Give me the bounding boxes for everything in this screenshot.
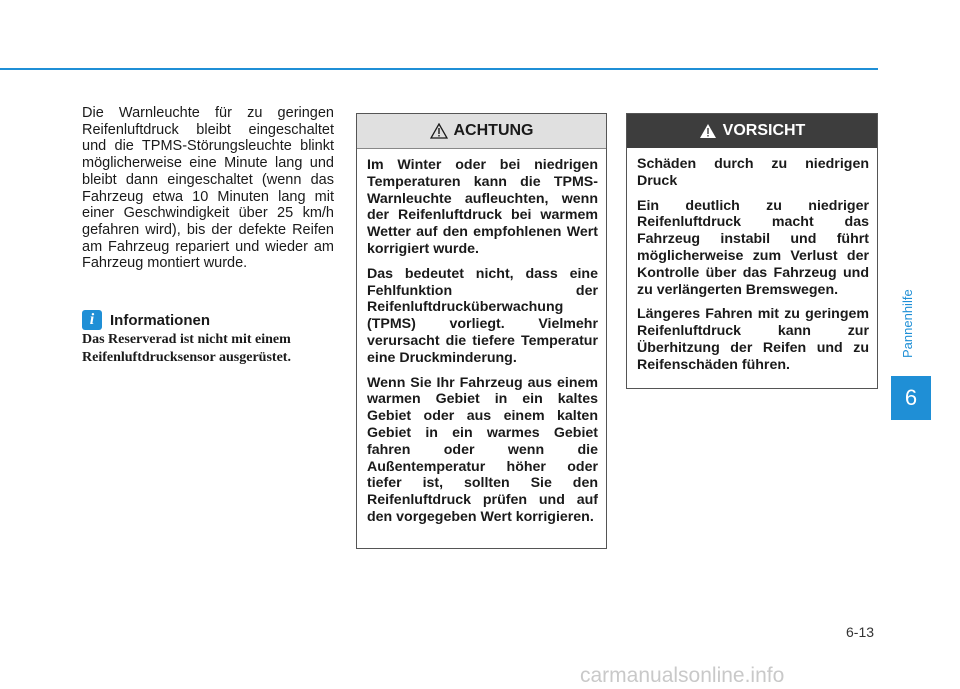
vorsicht-paragraph: Ein deutlich zu niedriger Reifenluftdruck macht das Fahrzeug instabil und führt möglicherweise zum Verlust der Kontrolle über das Fahrzeug und zu verlängerten Bremswegen. xyxy=(637,197,869,298)
achtung-header xyxy=(357,114,606,149)
info-heading xyxy=(82,310,210,330)
chapter-tab: 6 xyxy=(891,376,931,420)
watermark: carmanualsonline.info xyxy=(580,664,785,687)
achtung-paragraph: Im Winter oder bei niedrigen Temperaturen kann die TPMS-Warnleuchte aufleuchten, wenn der Reifenluftdruck bei warmem Wetter auf den empfohlenen Wert korrigiert wurde. xyxy=(367,157,598,257)
vorsicht-box xyxy=(626,113,878,389)
side-label-text: Pannenhilfe xyxy=(900,289,915,358)
warning-triangle-icon xyxy=(699,123,717,139)
achtung-title: ACHTUNG xyxy=(453,122,534,139)
vorsicht-body xyxy=(627,148,877,374)
achtung-box xyxy=(356,113,607,549)
body-paragraph: Die Warnleuchte für zu geringen Reifenluftdruck bleibt eingeschaltet und die TPMS-Störungsleuchte blinkt möglicherweise eine Minute lang und bleibt dann eingeschaltet (wenn das Fahrzeug etwa 10 Minuten lang mit einer Geschwindigkeit über 25 km/h gefahren wird), bis der defekte Reifen am Fahrzeug repariert und wieder am Fahrzeug montiert wurde. xyxy=(82,105,334,272)
achtung-paragraph: Das bedeutet nicht, dass eine Fehlfunktion der Reifenluftdrucküberwachung (TPMS) vorliegt. Vielmehr verursacht die tiefere Temperatur eine Druckminderung. xyxy=(367,265,598,366)
info-title: Informationen xyxy=(110,311,210,329)
achtung-paragraph: Wenn Sie Ihr Fahrzeug aus einem warmen Gebiet in ein kaltes Gebiet oder aus einem kalten Gebiet in ein warmes Gebiet fahren oder wenn die Außentemperatur höher oder tiefer ist, sollten Sie den Reifenluftdruck prüfen und auf den vorgegeben Wert korrigieren. xyxy=(367,374,598,525)
achtung-body xyxy=(357,149,606,526)
warning-triangle-icon xyxy=(430,123,448,139)
info-text: Das Reserverad ist nicht mit einem Reifenluftdrucksensor ausgerüstet. xyxy=(82,332,291,365)
vorsicht-paragraph: Schäden durch zu niedrigen Druck xyxy=(637,156,869,189)
vorsicht-paragraph: Längeres Fahren mit zu geringem Reifenluftdruck kann zur Überhitzung der Reifen und zu Reifenschäden führen. xyxy=(637,306,869,373)
vorsicht-title: VORSICHT xyxy=(722,122,806,139)
section-side-label xyxy=(896,289,922,360)
info-icon: i xyxy=(82,310,102,330)
page-number: 6-13 xyxy=(846,624,875,640)
vorsicht-header xyxy=(627,114,877,148)
header-rule xyxy=(0,68,878,70)
